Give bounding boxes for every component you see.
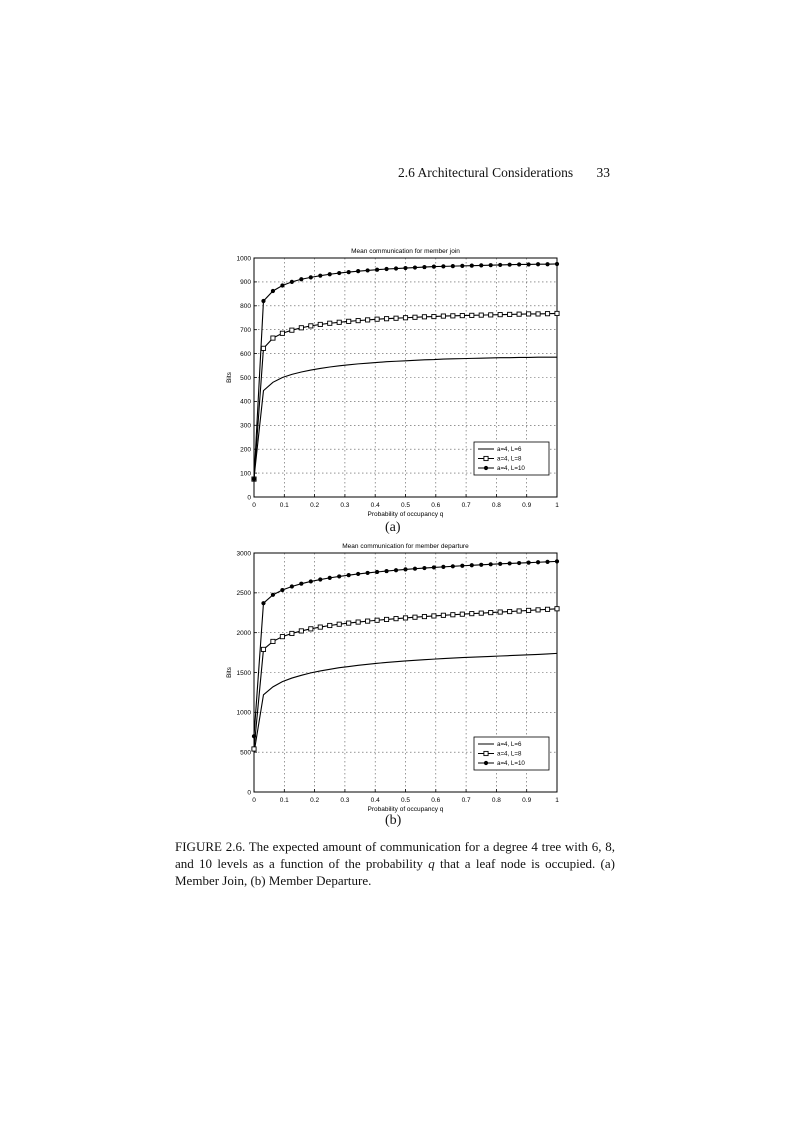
data-point-asterisk [280, 588, 284, 592]
y-tick-label: 500 [240, 749, 251, 757]
data-point-asterisk [309, 275, 313, 279]
data-point-square [498, 313, 502, 317]
section-title: 2.6 Architectural Considerations [398, 165, 574, 180]
data-point-asterisk [384, 267, 388, 271]
data-point-asterisk [299, 277, 303, 281]
data-point-asterisk [470, 264, 474, 268]
data-point-asterisk [356, 572, 360, 576]
x-tick-label: 0.9 [522, 797, 532, 804]
data-point-square [347, 319, 351, 323]
legend [474, 737, 549, 770]
data-point-asterisk [526, 561, 530, 565]
y-tick-label: 800 [240, 303, 251, 311]
data-point-square [413, 615, 417, 619]
data-point-asterisk [413, 567, 417, 571]
data-point-square [498, 610, 502, 614]
x-tick-label: 0.3 [340, 797, 350, 804]
data-point-square [394, 617, 398, 621]
legend [474, 442, 549, 475]
x-tick-label: 0 [252, 797, 256, 804]
data-point-asterisk [375, 570, 379, 574]
y-tick-label: 500 [240, 374, 251, 382]
data-point-square [328, 321, 332, 325]
data-point-square [451, 314, 455, 318]
data-point-asterisk [451, 264, 455, 268]
x-tick-label: 0.6 [431, 797, 441, 804]
data-point-asterisk [545, 560, 549, 564]
x-tick-label: 0.7 [461, 797, 471, 804]
data-point-square [366, 619, 370, 623]
data-point-square [422, 614, 426, 618]
x-tick-label: 0.2 [310, 502, 320, 509]
legend-label: a=4, L=6 [497, 446, 522, 454]
data-point-asterisk [479, 263, 483, 267]
x-axis-label: Probability of occupancy q [367, 806, 444, 813]
data-point-square [337, 622, 341, 626]
y-tick-label: 100 [240, 470, 251, 478]
data-point-asterisk [318, 274, 322, 278]
page-number: 33 [596, 165, 610, 180]
x-tick-label: 0.8 [491, 502, 501, 509]
data-point-asterisk [403, 266, 407, 270]
x-tick-label: 0.8 [491, 797, 501, 804]
data-point-square [252, 747, 256, 751]
data-point-asterisk [536, 262, 540, 266]
subfigure-label-a: (a) [385, 520, 401, 535]
caption-text-after: that a leaf node is occupied. (a) Member Join, (b) Member Departure. [175, 856, 615, 888]
data-point-asterisk [536, 560, 540, 564]
chart-title: Mean communication for member join [351, 248, 460, 255]
data-point-square [517, 312, 521, 316]
data-point-asterisk [299, 582, 303, 586]
data-point-asterisk [517, 262, 521, 266]
data-point-square [479, 313, 483, 317]
x-tick-label: 1 [555, 502, 559, 509]
y-axis-label: Bits [226, 667, 233, 678]
data-point-asterisk [384, 569, 388, 573]
x-tick-label: 0 [252, 502, 256, 509]
data-point-asterisk [271, 289, 275, 293]
legend-label: a=4, L=10 [497, 760, 525, 768]
data-point-square [545, 312, 549, 316]
data-point-square [432, 314, 436, 318]
x-tick-label: 0.4 [370, 502, 380, 509]
data-point-square [280, 331, 284, 335]
data-point-asterisk [290, 280, 294, 284]
data-point-asterisk [394, 266, 398, 270]
data-point-square [484, 751, 488, 755]
x-tick-label: 0.3 [340, 502, 350, 509]
chart-member-departure [222, 537, 570, 815]
x-tick-label: 0.1 [279, 797, 289, 804]
data-point-square [384, 617, 388, 621]
data-point-square [441, 613, 445, 617]
data-point-asterisk [290, 584, 294, 588]
data-point-asterisk [432, 265, 436, 269]
data-point-square [375, 618, 379, 622]
y-tick-label: 700 [240, 327, 251, 334]
data-point-square [280, 635, 284, 639]
x-tick-label: 0.4 [370, 797, 380, 804]
data-point-square [384, 317, 388, 321]
data-point-square [403, 316, 407, 320]
data-point-asterisk [328, 576, 332, 580]
data-point-asterisk [498, 263, 502, 267]
data-point-asterisk [489, 263, 493, 267]
data-point-square [356, 620, 360, 624]
data-point-square [489, 610, 493, 614]
data-point-asterisk [460, 564, 464, 568]
data-point-square [356, 319, 360, 323]
y-tick-label: 900 [240, 279, 251, 287]
data-point-asterisk [280, 283, 284, 287]
data-point-square [290, 328, 294, 332]
x-tick-label: 0.9 [522, 502, 532, 509]
caption-q: q [428, 856, 435, 871]
data-point-square [271, 639, 275, 643]
x-tick-label: 0.5 [400, 502, 411, 509]
data-point-square [366, 318, 370, 322]
data-point-asterisk [252, 477, 256, 481]
y-tick-label: 2500 [236, 590, 251, 598]
data-point-asterisk [484, 761, 488, 765]
data-point-square [526, 312, 530, 316]
data-point-square [309, 627, 313, 631]
x-tick-label: 0.7 [461, 502, 471, 509]
data-point-square [422, 315, 426, 319]
x-tick-label: 0.1 [279, 502, 289, 509]
y-tick-label: 1500 [236, 669, 251, 677]
data-point-asterisk [309, 579, 313, 583]
data-point-square [545, 607, 549, 611]
data-point-asterisk [318, 577, 322, 581]
y-tick-label: 1000 [236, 709, 251, 717]
data-point-square [451, 613, 455, 617]
data-point-asterisk [441, 264, 445, 268]
running-head [398, 165, 610, 181]
data-point-asterisk [356, 269, 360, 273]
data-point-asterisk [337, 271, 341, 275]
subfigure-label-b: (b) [385, 813, 402, 828]
data-point-square [536, 608, 540, 612]
data-point-asterisk [460, 264, 464, 268]
data-point-square [526, 608, 530, 612]
data-point-asterisk [394, 568, 398, 572]
data-point-asterisk [432, 565, 436, 569]
legend-label: a=4, L=6 [497, 741, 522, 749]
y-tick-label: 2000 [236, 629, 251, 637]
data-point-square [517, 609, 521, 613]
data-point-asterisk [470, 563, 474, 567]
figure-caption [175, 838, 615, 889]
chart-title: Mean communication for member departure [342, 543, 469, 550]
data-point-square [508, 312, 512, 316]
data-point-asterisk [261, 299, 265, 303]
data-point-square [489, 313, 493, 317]
legend-label: a=4, L=10 [497, 465, 525, 473]
y-tick-label: 300 [240, 422, 251, 430]
data-point-square [470, 313, 474, 317]
data-point-square [394, 316, 398, 320]
data-point-asterisk [526, 262, 530, 266]
data-point-asterisk [479, 563, 483, 567]
data-point-asterisk [328, 272, 332, 276]
data-point-square [290, 631, 294, 635]
data-point-square [337, 320, 341, 324]
x-tick-label: 1 [555, 797, 559, 804]
y-tick-label: 3000 [236, 550, 251, 558]
data-point-square [375, 317, 379, 321]
data-point-square [299, 326, 303, 330]
data-point-square [484, 456, 488, 460]
caption-text-before: The expected amount of communication for a degree 4 tree with 6, 8, and 10 levels as a function of the probability [175, 839, 615, 871]
data-point-square [413, 315, 417, 319]
data-point-asterisk [451, 564, 455, 568]
data-point-asterisk [517, 561, 521, 565]
data-point-square [508, 609, 512, 613]
data-point-square [479, 611, 483, 615]
data-point-asterisk [347, 270, 351, 274]
data-point-asterisk [555, 262, 559, 266]
data-point-square [299, 629, 303, 633]
x-tick-label: 0.5 [400, 797, 411, 804]
data-point-square [555, 311, 559, 315]
legend-label: a=4, L=8 [497, 750, 522, 758]
y-tick-label: 1000 [236, 255, 251, 263]
y-tick-label: 400 [240, 398, 251, 406]
data-point-asterisk [422, 566, 426, 570]
data-point-square [555, 607, 559, 611]
y-tick-label: 200 [240, 446, 251, 454]
data-point-square [403, 616, 407, 620]
data-point-square [261, 647, 265, 651]
x-tick-label: 0.2 [310, 797, 320, 804]
x-axis-label: Probability of occupancy q [367, 511, 444, 518]
data-point-square [470, 612, 474, 616]
caption-label: FIGURE 2.6. [175, 839, 246, 854]
data-point-square [318, 625, 322, 629]
data-point-square [460, 612, 464, 616]
data-point-square [460, 313, 464, 317]
data-point-asterisk [366, 268, 370, 272]
y-tick-label: 0 [247, 789, 251, 797]
y-tick-label: 0 [247, 494, 251, 502]
data-point-asterisk [271, 593, 275, 597]
data-point-square [271, 336, 275, 340]
data-point-asterisk [484, 466, 488, 470]
data-point-asterisk [252, 734, 256, 738]
chart-member-join [222, 242, 570, 520]
data-point-asterisk [413, 265, 417, 269]
data-point-asterisk [422, 265, 426, 269]
data-point-square [309, 324, 313, 328]
data-point-asterisk [545, 262, 549, 266]
data-point-square [536, 312, 540, 316]
data-point-square [261, 346, 265, 350]
data-point-square [318, 322, 322, 326]
data-point-asterisk [441, 565, 445, 569]
data-point-square [328, 623, 332, 627]
data-point-asterisk [261, 601, 265, 605]
data-point-asterisk [489, 562, 493, 566]
data-point-asterisk [366, 571, 370, 575]
data-point-asterisk [508, 561, 512, 565]
y-axis-label: Bits [226, 372, 233, 383]
data-point-asterisk [555, 559, 559, 563]
data-point-asterisk [375, 268, 379, 272]
data-point-square [441, 314, 445, 318]
y-tick-label: 600 [240, 350, 251, 358]
data-point-square [347, 621, 351, 625]
x-tick-label: 0.6 [431, 502, 441, 509]
legend-label: a=4, L=8 [497, 455, 522, 463]
data-point-asterisk [403, 567, 407, 571]
data-point-asterisk [508, 263, 512, 267]
data-point-asterisk [347, 573, 351, 577]
data-point-asterisk [337, 574, 341, 578]
data-point-asterisk [498, 562, 502, 566]
data-point-square [432, 614, 436, 618]
